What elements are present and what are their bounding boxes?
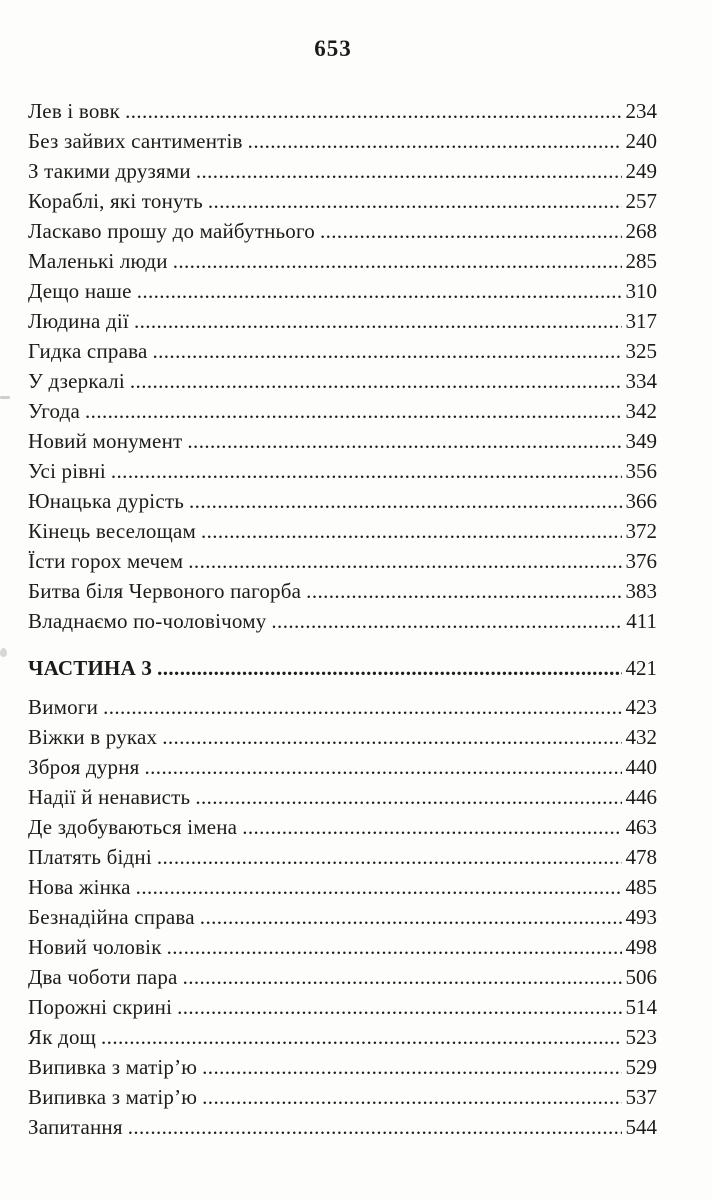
dot-leader [187, 426, 621, 456]
toc-part-heading-row [28, 653, 657, 683]
toc-entry-row [28, 962, 657, 992]
dot-leader [125, 96, 621, 126]
chapter-title: Їсти горох мечем [28, 549, 184, 573]
chapter-title: Нова жінка [28, 875, 131, 899]
toc-entry-row [28, 1022, 657, 1052]
dot-leader [248, 126, 622, 156]
dot-leader [128, 1112, 622, 1142]
page-ref: 268 [625, 219, 657, 243]
toc-entry-row [28, 396, 657, 426]
dot-leader [271, 606, 622, 636]
page-ref: 529 [625, 1055, 657, 1079]
dot-leader [189, 486, 621, 516]
chapter-title: Лев і вовк [28, 99, 121, 123]
chapter-title: Юнацька дурість [28, 489, 185, 513]
page-ref: 372 [625, 519, 657, 543]
chapter-title: Надії й ненависть [28, 785, 191, 809]
dot-leader [202, 1082, 621, 1112]
page-ref: 349 [625, 429, 657, 453]
toc-entry-row [28, 692, 657, 722]
toc-entry-row [28, 546, 657, 576]
page-ref: 257 [625, 189, 657, 213]
chapter-title: Дещо наше [28, 279, 132, 303]
chapter-title: Випивка з матір’ю [28, 1085, 198, 1109]
table-of-contents [28, 96, 657, 1142]
toc-entry-row [28, 216, 657, 246]
page-ref: 523 [625, 1025, 657, 1049]
chapter-title: Як дощ [28, 1025, 97, 1049]
page-ref: 317 [625, 309, 657, 333]
dot-leader [173, 246, 622, 276]
dot-leader [152, 336, 621, 366]
toc-entry-row [28, 842, 657, 872]
toc-entry-row [28, 1052, 657, 1082]
scan-artifact [0, 396, 10, 399]
toc-entry-row [28, 576, 657, 606]
dot-leader [145, 752, 622, 782]
dot-leader [137, 276, 622, 306]
dot-leader [177, 992, 621, 1022]
dot-leader [183, 962, 622, 992]
chapter-title: Кінець веселощам [28, 519, 196, 543]
dot-leader [136, 872, 622, 902]
page-ref: 411 [626, 609, 657, 633]
chapter-title: Новий чоловік [28, 935, 162, 959]
page-ref: 463 [625, 815, 657, 839]
dot-leader [200, 902, 622, 932]
dot-leader [85, 396, 621, 426]
toc-entry-row [28, 156, 657, 186]
dot-leader [130, 366, 622, 396]
dot-leader [134, 306, 622, 336]
page-ref: 478 [625, 845, 657, 869]
chapter-title: Кораблі, які тонуть [28, 189, 203, 213]
page-ref: 234 [625, 99, 657, 123]
dot-leader [157, 653, 621, 683]
page-ref: 506 [625, 965, 657, 989]
toc-entry-row [28, 186, 657, 216]
page-ref: 493 [625, 905, 657, 929]
toc-entry-row [28, 1112, 657, 1142]
toc-entry-row [28, 516, 657, 546]
chapter-title: Ласкаво прошу до майбутнього [28, 219, 315, 243]
dot-leader [103, 692, 621, 722]
toc-entry-row [28, 96, 657, 126]
dot-leader [196, 156, 622, 186]
chapter-title: Порожні скрині [28, 995, 173, 1019]
toc-entry-row [28, 126, 657, 156]
page-ref: 537 [625, 1085, 657, 1109]
page-ref: 334 [625, 369, 657, 393]
dot-leader [188, 546, 621, 576]
toc-entry-row [28, 336, 657, 366]
part-title: ЧАСТИНА 3 [28, 656, 153, 680]
chapter-title: Два чоботи пара [28, 965, 178, 989]
dot-leader [320, 216, 622, 246]
chapter-title: Запитання [28, 1115, 123, 1139]
chapter-title: Гидка справа [28, 339, 148, 363]
chapter-title: Битва біля Червоного пагорба [28, 579, 302, 603]
dot-leader [111, 456, 622, 486]
chapter-title: Де здобуваються імена [28, 815, 238, 839]
chapter-title: Вимоги [28, 695, 99, 719]
dot-leader [167, 932, 622, 962]
dot-leader [101, 1022, 621, 1052]
toc-entry-row [28, 992, 657, 1022]
toc-entry-row [28, 932, 657, 962]
chapter-title: Без зайвих сантиментів [28, 129, 243, 153]
chapter-title: Віжки в руках [28, 725, 158, 749]
chapter-title: У дзеркалі [28, 369, 125, 393]
toc-entry-row [28, 246, 657, 276]
chapter-title: Владнаємо по-чоловічому [28, 609, 267, 633]
toc-entry-row [28, 366, 657, 396]
page-ref: 432 [625, 725, 657, 749]
toc-entry-row [28, 456, 657, 486]
page-ref: 421 [625, 656, 657, 680]
page-ref: 440 [625, 755, 657, 779]
dot-leader [162, 722, 621, 752]
page-ref: 383 [625, 579, 657, 603]
dot-leader [208, 186, 622, 216]
chapter-title: Зброя дурня [28, 755, 140, 779]
chapter-title: Безнадійна справа [28, 905, 195, 929]
toc-entry-row [28, 486, 657, 516]
toc-entry-row [28, 782, 657, 812]
toc-entry-row [28, 722, 657, 752]
chapter-title: З такими друзями [28, 159, 191, 183]
chapter-title: Платять бідні [28, 845, 152, 869]
toc-entry-row [28, 902, 657, 932]
page-number-folio: 653 [314, 36, 352, 61]
chapter-title: Новий монумент [28, 429, 183, 453]
chapter-title: Угода [28, 399, 81, 423]
scan-artifact [0, 648, 7, 657]
page-ref: 342 [625, 399, 657, 423]
toc-entry-row [28, 606, 657, 636]
page-ref: 325 [625, 339, 657, 363]
page-ref: 446 [625, 785, 657, 809]
page-ref: 498 [625, 935, 657, 959]
page-ref: 240 [625, 129, 657, 153]
page-ref: 423 [625, 695, 657, 719]
toc-entry-row [28, 1082, 657, 1112]
dot-leader [306, 576, 621, 606]
toc-entry-row [28, 872, 657, 902]
toc-entry-row [28, 426, 657, 456]
chapter-title: Випивка з матір’ю [28, 1055, 198, 1079]
page-ref: 514 [625, 995, 657, 1019]
page-ref: 310 [625, 279, 657, 303]
toc-entry-row [28, 752, 657, 782]
chapter-title: Людина дії [28, 309, 129, 333]
toc-entry-row [28, 812, 657, 842]
dot-leader [195, 782, 621, 812]
chapter-title: Усі рівні [28, 459, 106, 483]
dot-leader [157, 842, 622, 872]
page-ref: 285 [625, 249, 657, 273]
toc-entry-row [28, 276, 657, 306]
page-ref: 544 [625, 1115, 657, 1139]
toc-entry-row [28, 306, 657, 336]
page-ref: 356 [625, 459, 657, 483]
page-ref: 376 [625, 549, 657, 573]
dot-leader [201, 516, 622, 546]
page-ref: 249 [625, 159, 657, 183]
page-ref: 485 [625, 875, 657, 899]
dot-leader [202, 1052, 621, 1082]
chapter-title: Маленькі люди [28, 249, 168, 273]
page-ref: 366 [625, 489, 657, 513]
dot-leader [242, 812, 621, 842]
